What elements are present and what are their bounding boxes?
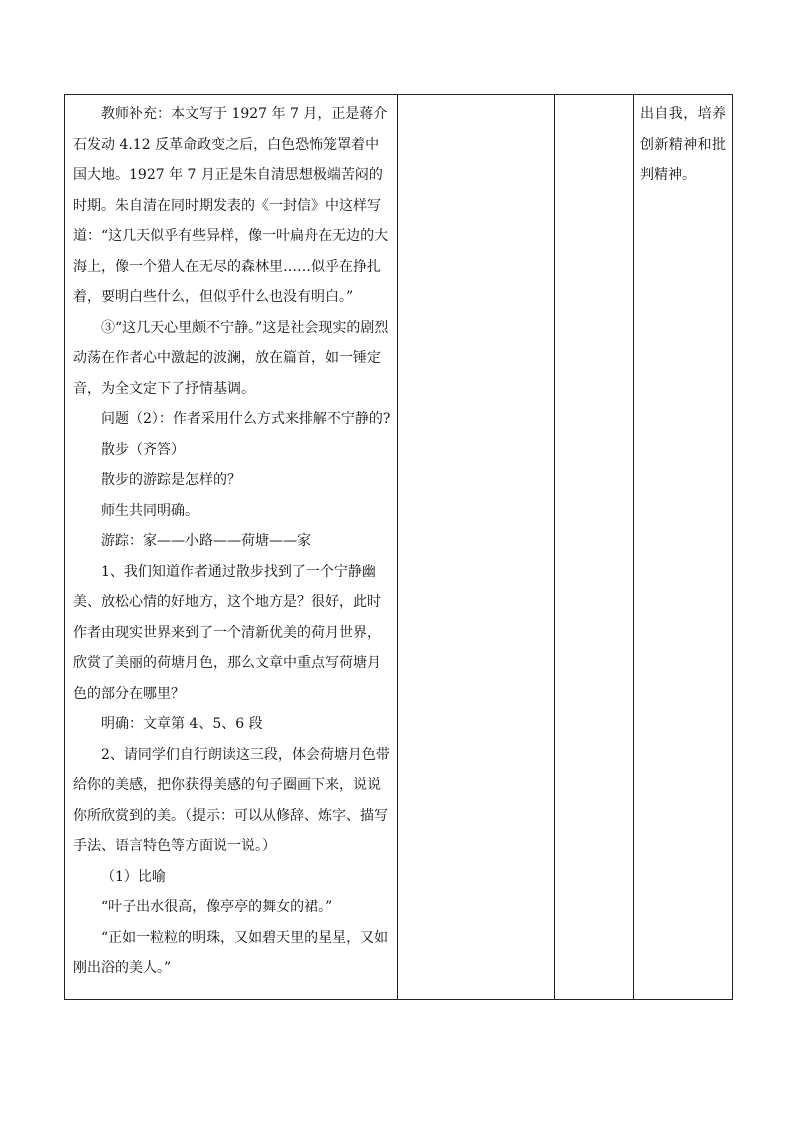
quote-1: “叶子出水很高，像亭亭的舞女的裙。” (101, 899, 333, 915)
route-line: 游踪：家——小路——荷塘——家 (101, 533, 311, 549)
teaching-content (65, 95, 397, 984)
question-2: 问题（2）：作者采用什么方式来排解不宁静的? (101, 411, 391, 427)
goal-cell (634, 95, 733, 1000)
walk-route-question: 散步的游踪是怎样的？ (101, 472, 241, 488)
metaphor-heading: （1）比喻 (101, 868, 166, 885)
table-row (65, 95, 733, 1000)
design-intent-cell (555, 95, 634, 1000)
student-activity-cell (398, 95, 555, 1000)
calm-analysis-paragraph: ③“这几天心里颇不宁静。”这是社会现实的剧烈动荡在作者心中激起的波澜，放在篇首，如一锤定音，为全文定下了抒情基调。 (73, 319, 389, 397)
task-2-paragraph: 2、请同学们自行朗读这三段，体会荷塘月色带给你的美感，把你获得美感的句子圈画下来，说说你所欣赏到的美。（提示：可以从修辞、炼字、描写手法、语言特色等方面说一说。） (73, 746, 390, 854)
clarify-together: 师生共同明确。 (101, 502, 199, 519)
answer-walk: 散步（齐答） (101, 441, 185, 458)
teaching-content-cell (65, 95, 398, 1000)
quote-2: “正如一粒粒的明珠，又如碧天里的星星，又如刚出浴的美人。” (73, 929, 389, 976)
teacher-supplement-paragraph: 教师补充：本文写于 1927 年 7 月，正是蒋介石发动 4.12 反革命政变之后，白色恐怖笼罩着中国大地。1927 年 7 月正是朱自清思想极端苦闷的时期。朱自清在同时期发表的《一封信》中这样写道：“这几天似乎有些异样，像一叶扁舟在无边的大海上，像一个猎人在无尽的森林里……似乎在挣扎着，要明白些什么，但似乎什么也没有明白。” (73, 106, 389, 305)
clarify-sections: 明确：文章第 4、5、6 段 (101, 716, 263, 732)
goal-content (634, 95, 732, 191)
goal-text: 出自我，培养创新精神和批判精神。 (640, 106, 726, 183)
task-1-paragraph: 1、我们知道作者通过散步找到了一个宁静幽美、放松心情的好地方，这个地方是？很好，此时作者由现实世界来到了一个清新优美的荷月世界，欣赏了美丽的荷塘月色，那么文章中重点写荷塘月色的部分在哪里？ (73, 563, 381, 702)
lesson-plan-table (64, 94, 733, 1000)
